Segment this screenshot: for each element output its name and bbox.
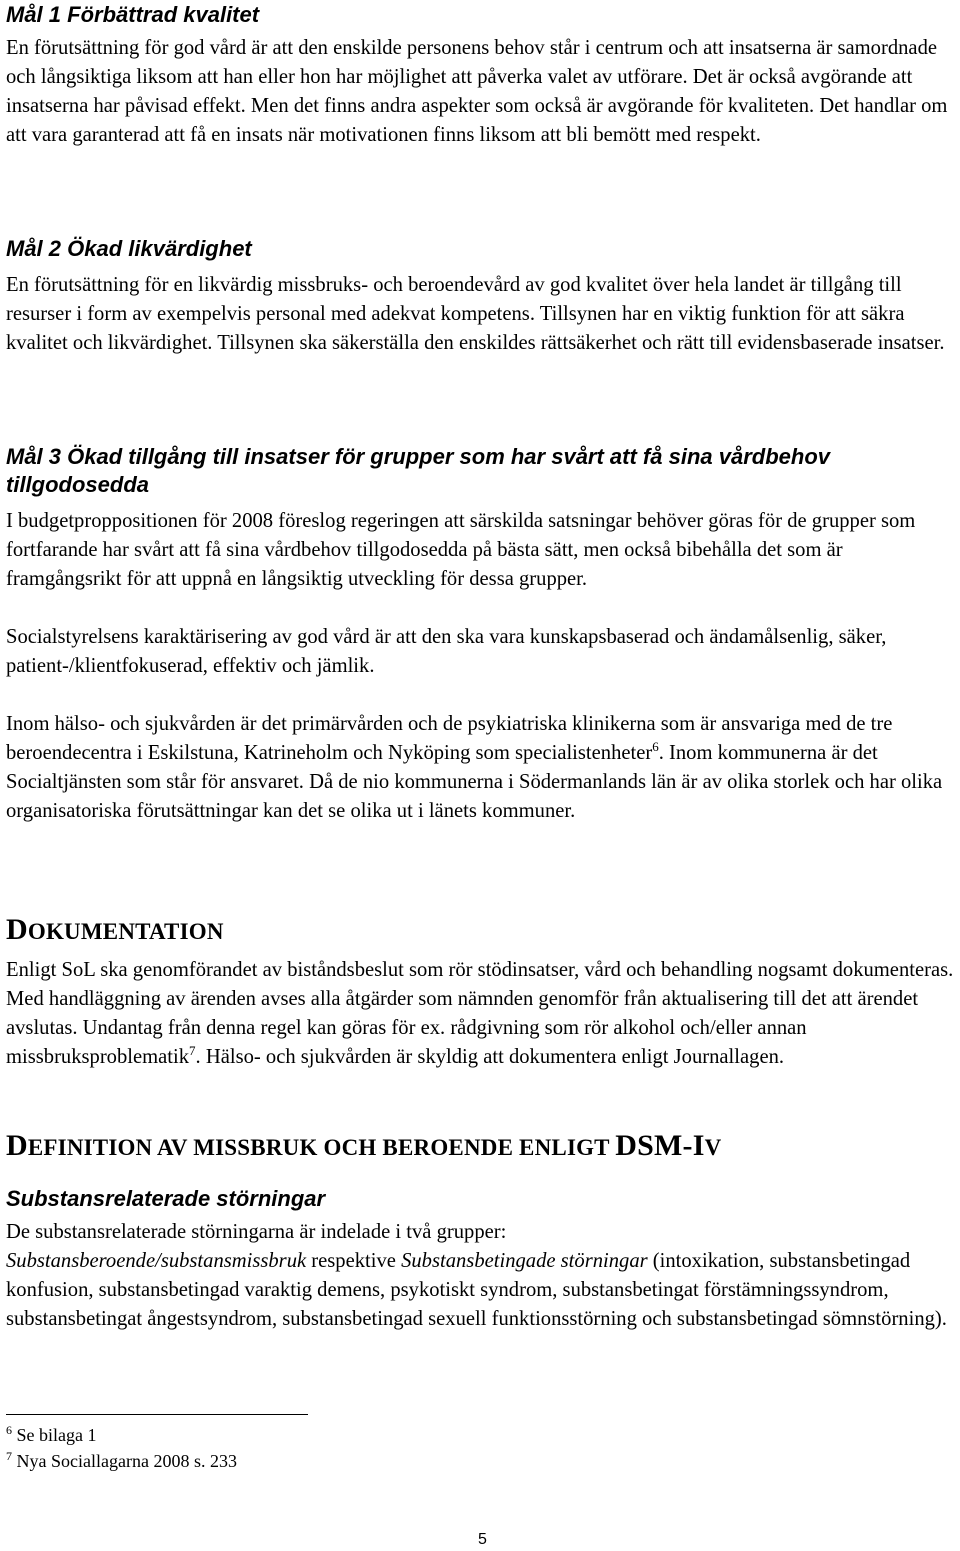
substance-disorders-subheading: Substansrelaterade störningar: [6, 1186, 326, 1211]
goal3-paragraph-2: Socialstyrelsens karaktärisering av god vård är att den ska vara kunskapsbaserad och ändamålsenlig, säker, patient-/klientfokuserad, effektiv och jämlik.: [6, 626, 887, 677]
definition-text: [6, 1218, 954, 1334]
footnote-7: [6, 1448, 237, 1474]
goal3-section: [6, 443, 954, 826]
goal3-paragraph-1: I budgetproppositionen för 2008 föreslog regeringen att särskilda satsningar behöver göras för de grupper som fortfarande har svårt att få sina vårdbehov tillgodosedda på bästa sätt, men också bibehålla det som är framgångsrikt för att uppnå en långsiktig utveckling för dessa grupper.: [6, 510, 916, 590]
definition-heading-cap-2: DSM-I: [615, 1129, 705, 1162]
documentation-heading: [6, 912, 954, 950]
definition-rest: (intoxikation, substansbetingad konfusion, substansbetingad varaktig demens, psykotiskt syndrom, substansbetingat förstämningssyndrom, substansbetingat ångestsyndrom, substansbetingad sexuell funktionsstörning och substansbetingad sömnstörning).: [6, 1250, 947, 1330]
goal3-paragraph-3: [6, 710, 954, 826]
footnote-7-number: 7: [6, 1449, 12, 1463]
documentation-heading-rest: OKUMENTATION: [27, 919, 224, 944]
definition-line-1: De substansrelaterade störningarna är indelade i två grupper:: [6, 1221, 507, 1243]
definition-heading: [6, 1128, 954, 1166]
footnote-7-text: Nya Sociallagarna 2008 s. 233: [12, 1451, 237, 1471]
footnote-6-number: 6: [6, 1423, 12, 1437]
goal2-section: [6, 236, 954, 358]
documentation-heading-cap: D: [6, 913, 28, 946]
goal2-text: En förutsättning för en likvärdig missbruks- och beroendevård av god kvalitet över hela landet är tillgång till resurser i form av exempelvis personal med adekvat kompetens. Tillsynen har en viktig funktion för att säkra kvalitet och likvärdighet. Tillsynen ska säkerställa den enskildes rättsäkerhet och rätt till evidensbaserade insatser.: [6, 274, 945, 354]
footnote-6: [6, 1422, 237, 1448]
definition-mid: respektive: [306, 1250, 402, 1272]
goal2-heading: Mål 2 Ökad likvärdighet: [6, 236, 252, 261]
definition-italic-2: Substansbetingade störningar: [401, 1250, 648, 1272]
documentation-section: [6, 912, 954, 1072]
goal1-text: En förutsättning för god vård är att den enskilde personens behov står i centrum och att insatserna är samordnade och långsiktiga liksom att han eller hon har möjlighet att påverka valet av utförare. Det är också avgörande att insatserna har påvisad effekt. Men det finns andra aspekter som också är avgörande för kvaliteten. Det handlar om att vara garanterad att få en insats när motivationen finns liksom att bli bemött med respekt.: [6, 37, 948, 146]
definition-heading-cap-1: D: [6, 1129, 28, 1162]
definition-heading-rest-2: V: [704, 1135, 722, 1160]
page-number: 5: [478, 1531, 487, 1548]
goal3-heading: Mål 3 Ökad tillgång till insatser för grupper som har svårt att få sina vårdbehov tillgodosedda: [6, 444, 830, 497]
footnote-ref-7[interactable]: 7: [189, 1043, 196, 1059]
footnote-separator: [6, 1414, 308, 1415]
documentation-text-a: Enligt SoL ska genomförandet av biståndsbeslut som rör stödinsatser, vård och behandling nogsamt dokumenteras. Med handläggning av ärenden avses alla åtgärder som nämnden genomför från aktualisering till det att ärendet avslutas. Undantag från denna regel kan göras för ex. rådgivning som rör alkohol och/eller annan missbruksproblematik: [6, 959, 954, 1068]
goal1-heading: Mål 1 Förbättrad kvalitet: [6, 2, 260, 27]
goal3-paragraph-3-text-a: Inom hälso- och sjukvården är det primärvården och de psykiatriska klinikerna som är ansvariga med de tre beroendecentra i Eskilstuna, Katrineholm och Nyköping som specialistenheter: [6, 713, 893, 764]
documentation-text: [6, 956, 954, 1072]
goal3-paragraph-3-text-b: . Inom kommunerna är det Socialtjänsten som står för ansvaret. Då de nio kommunerna i Södermanlands län är av olika storlek och har olika organisatoriska förutsättningar kan det se olika ut i länets kommuner.: [6, 742, 943, 822]
definition-heading-rest-1: EFINITION AV MISSBRUK OCH BEROENDE ENLIGT: [27, 1135, 616, 1160]
footnote-6-text: Se bilaga 1: [12, 1425, 97, 1445]
documentation-text-b: . Hälso- och sjukvården är skyldig att dokumentera enligt Journallagen.: [195, 1046, 785, 1068]
goal1-section: [6, 2, 954, 150]
definition-section: [6, 1128, 954, 1334]
definition-italic-1: Substansberoende/substansmissbruk: [6, 1250, 307, 1272]
footnotes: [6, 1422, 237, 1474]
footnote-ref-6[interactable]: 6: [652, 739, 659, 755]
